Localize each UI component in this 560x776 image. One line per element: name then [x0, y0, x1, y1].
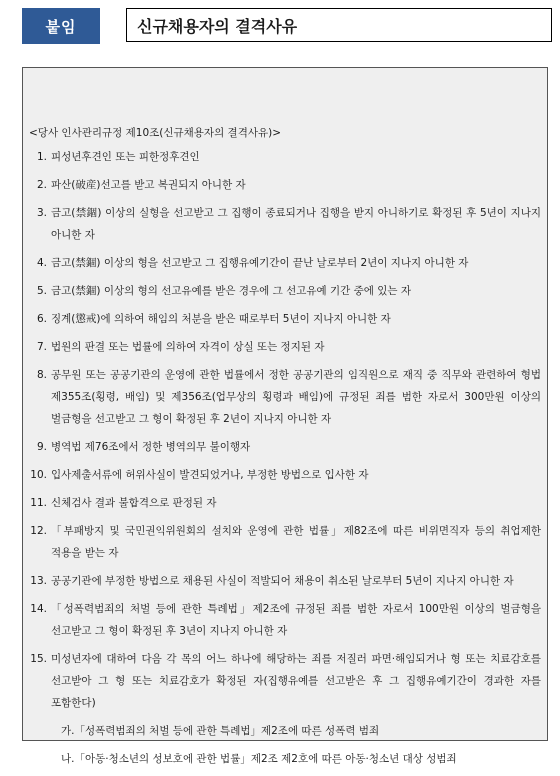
item-number: 7. — [36, 341, 47, 353]
item-text: 징계(懲戒)에 의하여 해임의 처분을 받은 때로부터 5년이 지나지 아니한 자 — [51, 313, 391, 325]
item-text: 금고(禁錮) 이상의 실형을 선고받고 그 집행이 종료되거나 집행을 받지 아니하기로 확정된 후 5년이 지나지 아니한 자 — [51, 207, 541, 241]
list-item — [29, 202, 541, 246]
list-item — [29, 464, 541, 486]
item-text: 피성년후견인 또는 피한정후견인 — [51, 151, 200, 163]
attachment-badge: 붙임 — [22, 8, 100, 44]
list-item — [29, 174, 541, 196]
item-number: 1. — [36, 151, 47, 163]
sub-item: 가.「성폭력범죄의 처벌 등에 관한 특례법」제2조에 따른 성폭력 범죄 — [61, 725, 380, 737]
item-number: 9. — [36, 441, 47, 453]
item-text: 「부패방지 및 국민권익위원회의 설치와 운영에 관한 법률」제82조에 따른 비위면직자 등의 취업제한 적용을 받는 자 — [51, 525, 541, 559]
item-text: 미성년자에 대하여 다음 각 목의 어느 하나에 해당하는 죄를 저질러 파면·해임되거나 형 또는 치료감호를 선고받아 그 형 또는 치료감호가 확정된 자(집행유예를 선고받은 후 그 집행유예기간이 경과한 자를 포함한다) — [51, 653, 541, 709]
item-number: 5. — [36, 285, 47, 297]
list-item — [29, 492, 541, 514]
item-number: 13. — [30, 575, 47, 587]
item-number: 12. — [30, 525, 47, 537]
item-number: 14. — [30, 603, 47, 615]
list-item — [29, 308, 541, 330]
item-text: 「성폭력범죄의 처벌 등에 관한 특례법」제2조에 규정된 죄를 범한 자로서 100만원 이상의 벌금형을 선고받고 그 형이 확정된 후 3년이 지나지 아니한 자 — [51, 603, 541, 637]
item-text: 병역법 제76조에서 정한 병역의무 불이행자 — [51, 441, 251, 453]
item-number: 3. — [36, 207, 47, 219]
page-title: 신규채용자의 결격사유 — [126, 8, 552, 42]
list-item — [29, 648, 541, 714]
regulation-content — [29, 126, 541, 776]
item-text: 금고(禁錮) 이상의 형의 선고유예를 받은 경우에 그 선고유예 기간 중에 있는 자 — [51, 285, 412, 297]
list-item — [29, 598, 541, 642]
item-number: 2. — [36, 179, 47, 191]
list-item — [29, 364, 541, 430]
content-panel — [22, 67, 548, 765]
list-item — [29, 146, 541, 168]
header — [22, 8, 552, 44]
list-item — [29, 252, 541, 274]
list-item — [29, 280, 541, 302]
item-number: 6. — [36, 313, 47, 325]
list-item — [29, 520, 541, 564]
item-text: 공무원 또는 공공기관의 운영에 관한 법률에서 정한 공공기관의 임직원으로 재직 중 직무와 관련하여 형법 제355조(횡령, 배임) 및 제356조(업무상의 횡령과 배임)에 규정된 죄를 범한 자로서 300만원 이상의 벌금형을 선고받고 그 형이 확정된 후 2년이 지나지 아니한 자 — [51, 369, 541, 425]
item-number: 10. — [30, 469, 47, 481]
list-item — [29, 570, 541, 592]
sub-item: 나.「아동·청소년의 성보호에 관한 법률」제2조 제2호에 따른 아동·청소년 대상 성범죄 — [61, 753, 457, 765]
item-text: 금고(禁錮) 이상의 형을 선고받고 그 집행유예기간이 끝난 날로부터 2년이 지나지 아니한 자 — [51, 257, 469, 269]
item-number: 11. — [30, 497, 47, 509]
item-text: 입사제출서류에 허위사실이 발견되었거나, 부정한 방법으로 입사한 자 — [51, 469, 369, 481]
item-text: 법원의 판결 또는 법률에 의하여 자격이 상실 또는 정지된 자 — [51, 341, 325, 353]
list-item — [29, 336, 541, 358]
item-text: 공공기관에 부정한 방법으로 채용된 사실이 적발되어 채용이 취소된 날로부터 5년이 지나지 아니한 자 — [51, 575, 514, 587]
regulation-reference: <당사 인사관리규정 제10조(신규채용자의 결격사유)> — [29, 127, 282, 139]
disqualification-list — [29, 146, 541, 714]
item-text: 신체검사 결과 불합격으로 판정된 자 — [51, 497, 217, 509]
item-number: 4. — [36, 257, 47, 269]
list-item — [29, 436, 541, 458]
item-number: 8. — [36, 369, 47, 381]
item-number: 15. — [30, 653, 47, 665]
item-text: 파산(破産)선고를 받고 복권되지 아니한 자 — [51, 179, 246, 191]
sub-item-list — [29, 720, 541, 770]
